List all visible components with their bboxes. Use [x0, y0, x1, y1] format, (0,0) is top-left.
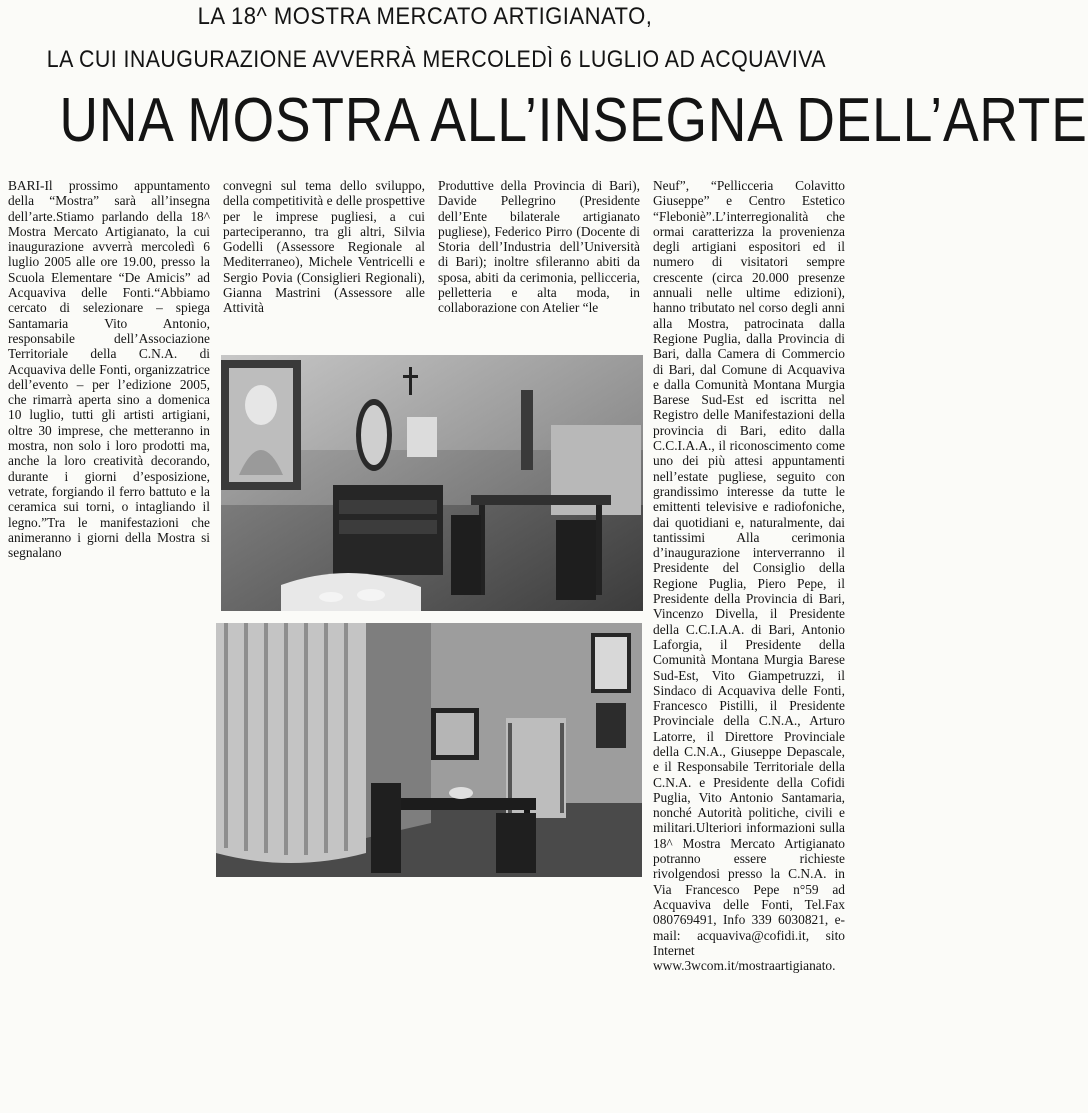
exhibition-photo-2: [216, 623, 642, 877]
body-column-4: [653, 178, 845, 973]
exhibition-photo-1: [221, 355, 643, 611]
body-column-3: [438, 178, 640, 353]
kicker-line-2: LA CUI INAUGURAZIONE AVVERRÀ MERCOLEDÌ 6 LUGLIO AD ACQUAVIVA: [46, 46, 827, 73]
body-column-2: [223, 178, 425, 353]
kicker-line-1: LA 18^ MOSTRA MERCATO ARTIGIANATO,: [197, 3, 653, 30]
headline: UNA MOSTRA ALL’INSEGNA DELL’ARTE: [59, 86, 1088, 155]
column-4-text: Neuf”, “Pellicceria Colavitto Giuseppe” e Centro Estetico “Fleboniè”.L’interregionalità che ormai caratterizza la provenienza degli artigiani espositori ed il numero di visitatori sempre crescente (circa 20.000 presenze annuali nelle ultime edizioni), hanno tributato nel corso degli anni alla Mostra, patrocinata dalla Regione Puglia, dalla Provincia di Bari, dalla Camera di Commercio di Bari, dal Comune di Acquaviva e dalla Comunità Montana Murgia Barese Sud-Est ed iscritta nel Registro delle Manifestazioni della provincia di Bari, edito dalla C.C.I.A.A., il riconoscimento come uno dei più attesi appuntamenti nell’estate pugliese, seguito con grandissimo interesse da tutte le emittenti televisive e radiofoniche, dai quotidiani e, naturalmente, dai tantissimi Alla cerimonia d’inaugurazione interverranno il Presidente del Consiglio della Regione Puglia, Piero Pepe, il Presidente della Provincia di Bari, Vincenzo Divella, il Presidente della C.C.I.A.A. di Bari, Antonio Laforgia, il Presidente della Comunità Montana Murgia Barese Sud-Est, Vito Giampetruzzi, il Sindaco di Acquaviva delle Fonti, Francesco Pistilli, il Presidente Provinciale della C.N.A., Arturo Latorre, il Direttore Provinciale della C.N.A., Giuseppe Depascale, e il Responsabile Territoriale della C.N.A. e Presidente della Cofidi Puglia, Vito Antonio Santamaria, nonché Autorità politiche, civili e militari.Ulteriori informazioni sulla 18^ Mostra Mercato Artigianato potranno essere richieste rivolgendosi presso la C.N.A. in Via Francesco Pepe n°59 ad Acquaviva delle Fonti, Tel.Fax 080769491, Info 339 6030821, e-mail: acquaviva@cofidi.it, sito Internet www.3wcom.it/mostraartigianato.: [653, 178, 845, 974]
column-1-text: BARI-Il prossimo appuntamento della “Mostra” sarà all’insegna dell’arte.Stiamo parlando della 18^ Mostra Mercato Artigianato, la cui inaugurazione avverrà mercoledì 6 luglio 2005 alle ore 19.00, presso la Scuola Elementare “De Amicis” ad Acquaviva delle Fonti.“Abbiamo cercato di selezionare – spiega Santamaria Vito Antonio, responsabile dell’Associazione Territoriale della C.N.A. di Acquaviva delle Fonti, organizzatrice dell’evento – per l’edizione 2005, che rimarrà aperta sino a domenica 10 luglio, tutti gli artisti artigiani, oltre 30 imprese, che metteranno in mostra, non solo i loro prodotti ma, anche la loro creatività decorando, durante i giorni d’esposizione, vetrate, forgiando il ferro battuto e la ceramica sui torni, o intagliando il legno.”Tra le manifestazioni che animeranno i giorni della Mostra si segnalano: [8, 178, 210, 561]
body-column-1: [8, 178, 210, 560]
column-2-text: convegni sul tema dello sviluppo, della competitività e delle prospettive per le imprese pugliesi, a cui parteciperanno, tra gli altri, Silvia Godelli (Assessore Regionale al Mediterraneo), Michele Ventricelli e Sergio Povia (Consiglieri Regionali), Gianna Mastrini (Assessore alle Attività: [223, 178, 425, 316]
column-3-text: Produttive della Provincia di Bari), Davide Pellegrino (Presidente dell’Ente bilaterale artigianato pugliese), Federico Pirro (Docente di Storia dell’Industria dell’Università di Bari); inoltre sfileranno abiti da sposa, abiti da cerimonia, pellicceria, pelletteria e alta moda, in collaborazione con Atelier “le: [438, 178, 640, 316]
